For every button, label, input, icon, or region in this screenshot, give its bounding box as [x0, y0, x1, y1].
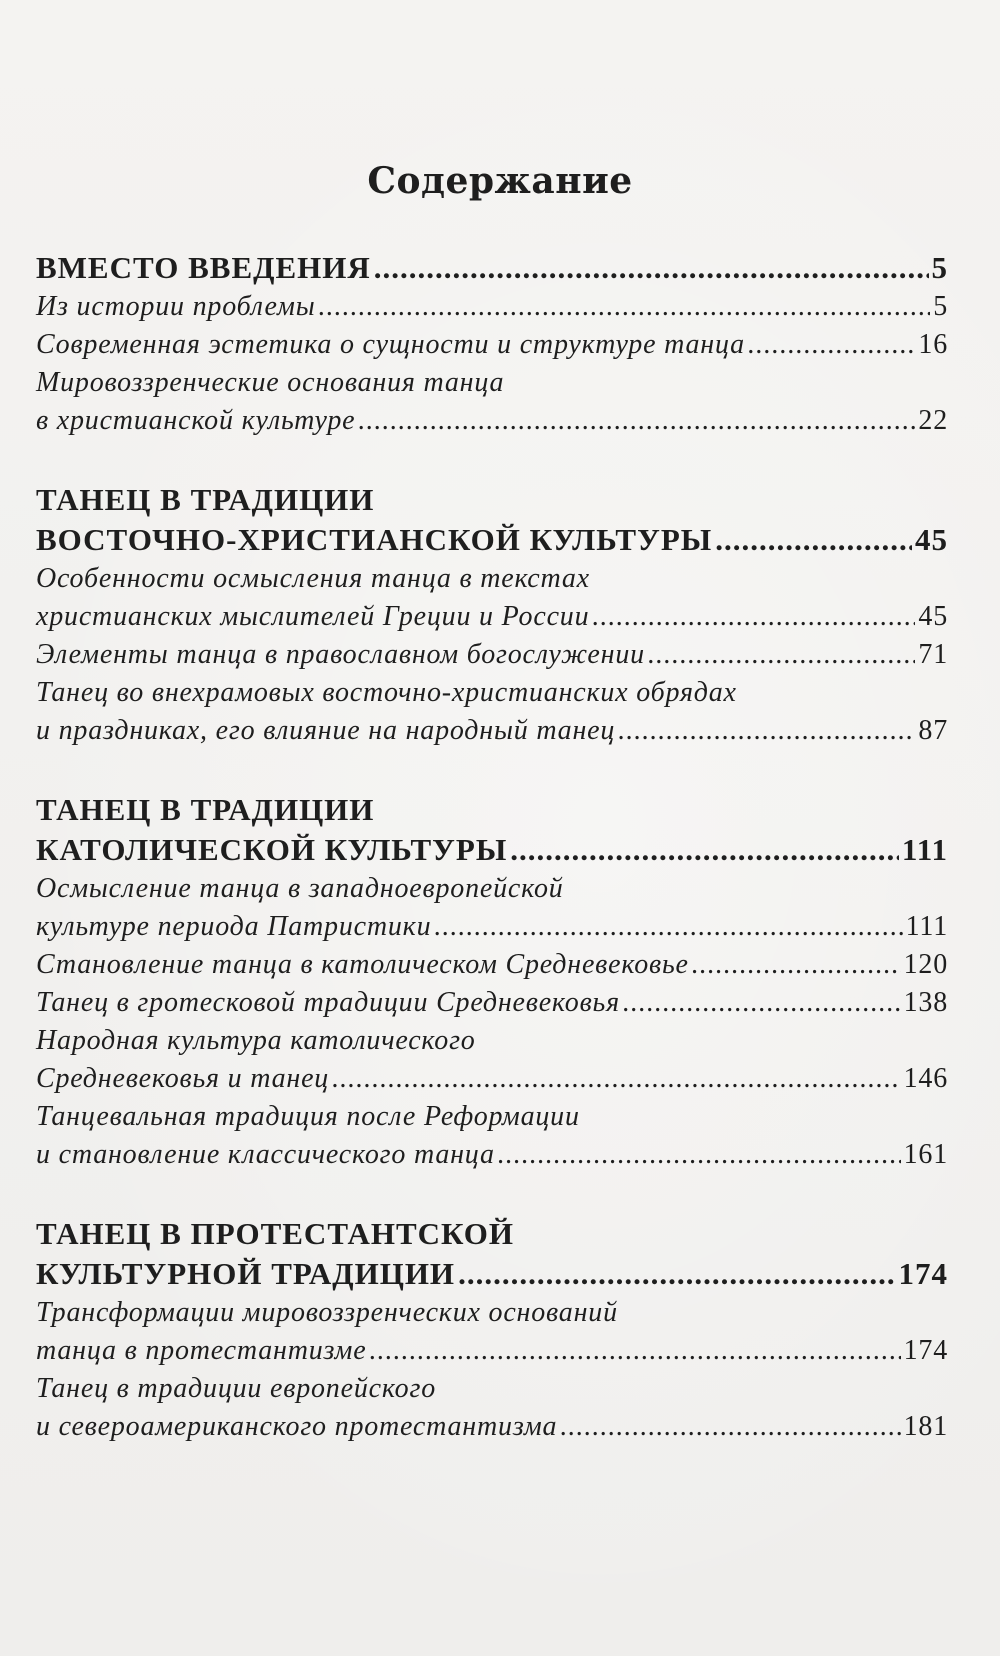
subsection-entry [36, 712, 948, 750]
subsection-entry-text: Народная культура католического [36, 1025, 476, 1056]
subsection-entry-text: Современная эстетика о сущности и структуре танца [36, 329, 745, 360]
page-number: 87 [918, 715, 948, 746]
subsection-entry-text: Особенности осмысления танца в текстах [36, 563, 590, 594]
subsection-entry [36, 288, 948, 326]
dot-leader [748, 326, 915, 364]
page-number: 138 [903, 987, 948, 1018]
subsection-entry-text: Танцевальная традиция после Реформации [36, 1101, 580, 1132]
subsection-entry [36, 674, 948, 712]
subsection-entry [36, 1294, 948, 1332]
dot-leader [358, 402, 915, 440]
subsection-entry [36, 1408, 948, 1446]
subsection-entry [36, 326, 948, 364]
dot-leader [623, 984, 901, 1022]
page-number: 45 [915, 522, 948, 557]
subsection-entry [36, 364, 948, 402]
subsection-entry-text: Трансформации мировоззренческих оснований [36, 1297, 618, 1328]
dot-leader [715, 520, 912, 560]
page-number: 5 [933, 291, 948, 322]
dot-leader [434, 908, 902, 946]
page-number: 111 [905, 911, 948, 942]
subsection-entry [36, 1098, 948, 1136]
dot-leader [498, 1136, 901, 1174]
page-number: 146 [903, 1063, 948, 1094]
subsection-entry [36, 908, 948, 946]
page-number: 22 [918, 405, 948, 436]
section-title-text: КАТОЛИЧЕСКОЙ КУЛЬТУРЫ [36, 832, 508, 867]
table-of-contents [36, 248, 948, 1486]
toc-section [36, 1214, 948, 1446]
subsection-entry [36, 1370, 948, 1408]
page-number: 174 [903, 1335, 948, 1366]
subsection-entry [36, 402, 948, 440]
section-title [36, 1254, 948, 1294]
page-number: 71 [918, 639, 948, 670]
page-number: 45 [918, 601, 948, 632]
page-number: 181 [903, 1411, 948, 1442]
dot-leader [369, 1332, 900, 1370]
subsection-entry-text: и праздниках, его влияние на народный танец [36, 715, 616, 746]
section-title-text: ТАНЕЦ В ТРАДИЦИИ [36, 792, 375, 827]
subsection-entry [36, 1060, 948, 1098]
section-title [36, 830, 948, 870]
dot-leader [374, 248, 929, 288]
subsection-entry [36, 1022, 948, 1060]
toc-section [36, 790, 948, 1174]
subsection-entry [36, 636, 948, 674]
section-title [36, 248, 948, 288]
page-number: 161 [903, 1139, 948, 1170]
page-number: 16 [918, 329, 948, 360]
subsection-entry-text: и становление классического танца [36, 1139, 495, 1170]
subsection-entry-text: Танец во внехрамовых восточно-христианских обрядах [36, 677, 737, 708]
toc-section [36, 248, 948, 440]
section-title-text: КУЛЬТУРНОЙ ТРАДИЦИИ [36, 1256, 456, 1291]
section-title-text: ВОСТОЧНО-ХРИСТИАНСКОЙ КУЛЬТУРЫ [36, 522, 713, 557]
subsection-entry-text: Осмысление танца в западноевропейской [36, 873, 564, 904]
subsection-entry-text: Танец в гротесковой традиции Средневековья [36, 987, 620, 1018]
subsection-entry-text: Становление танца в католическом Средневековье [36, 949, 689, 980]
subsection-entry-text: танца в протестантизме [36, 1335, 367, 1366]
subsection-entry [36, 1136, 948, 1174]
section-title [36, 790, 948, 830]
subsection-entry-text: и североамериканского протестантизма [36, 1411, 558, 1442]
subsection-entry-text: Средневековья и танец [36, 1063, 330, 1094]
subsection-entry [36, 946, 948, 984]
dot-leader [560, 1408, 900, 1446]
dot-leader [692, 946, 901, 984]
subsection-entry-text: культуре периода Патристики [36, 911, 432, 942]
dot-leader [510, 830, 899, 870]
dot-leader [648, 636, 915, 674]
page-number: 174 [898, 1256, 948, 1291]
page-number: 120 [903, 949, 948, 980]
subsection-entry [36, 598, 948, 636]
dot-leader [332, 1060, 900, 1098]
subsection-entry [36, 870, 948, 908]
section-title [36, 480, 948, 520]
dot-leader [618, 712, 915, 750]
subsection-entry-text: христианских мыслителей Греции и России [36, 601, 590, 632]
dot-leader [592, 598, 915, 636]
subsection-entry-text: Элементы танца в православном богослужении [36, 639, 645, 670]
dot-leader [458, 1254, 895, 1294]
subsection-entry [36, 1332, 948, 1370]
page-number: 5 [931, 250, 948, 285]
section-title-text: ТАНЕЦ В ТРАДИЦИИ [36, 482, 375, 517]
subsection-entry [36, 984, 948, 1022]
section-title [36, 1214, 948, 1254]
section-title [36, 520, 948, 560]
section-title-text: ТАНЕЦ В ПРОТЕСТАНТСКОЙ [36, 1216, 514, 1251]
section-title-text: ВМЕСТО ВВЕДЕНИЯ [36, 250, 371, 285]
subsection-entry-text: Мировоззренческие основания танца [36, 367, 505, 398]
dot-leader [318, 288, 930, 326]
page-title: Содержание [367, 160, 633, 202]
page-number: 111 [901, 832, 948, 867]
subsection-entry-text: Танец в традиции европейского [36, 1373, 437, 1404]
toc-section [36, 480, 948, 750]
subsection-entry [36, 560, 948, 598]
subsection-entry-text: Из истории проблемы [36, 291, 316, 322]
subsection-entry-text: в христианской культуре [36, 405, 356, 436]
